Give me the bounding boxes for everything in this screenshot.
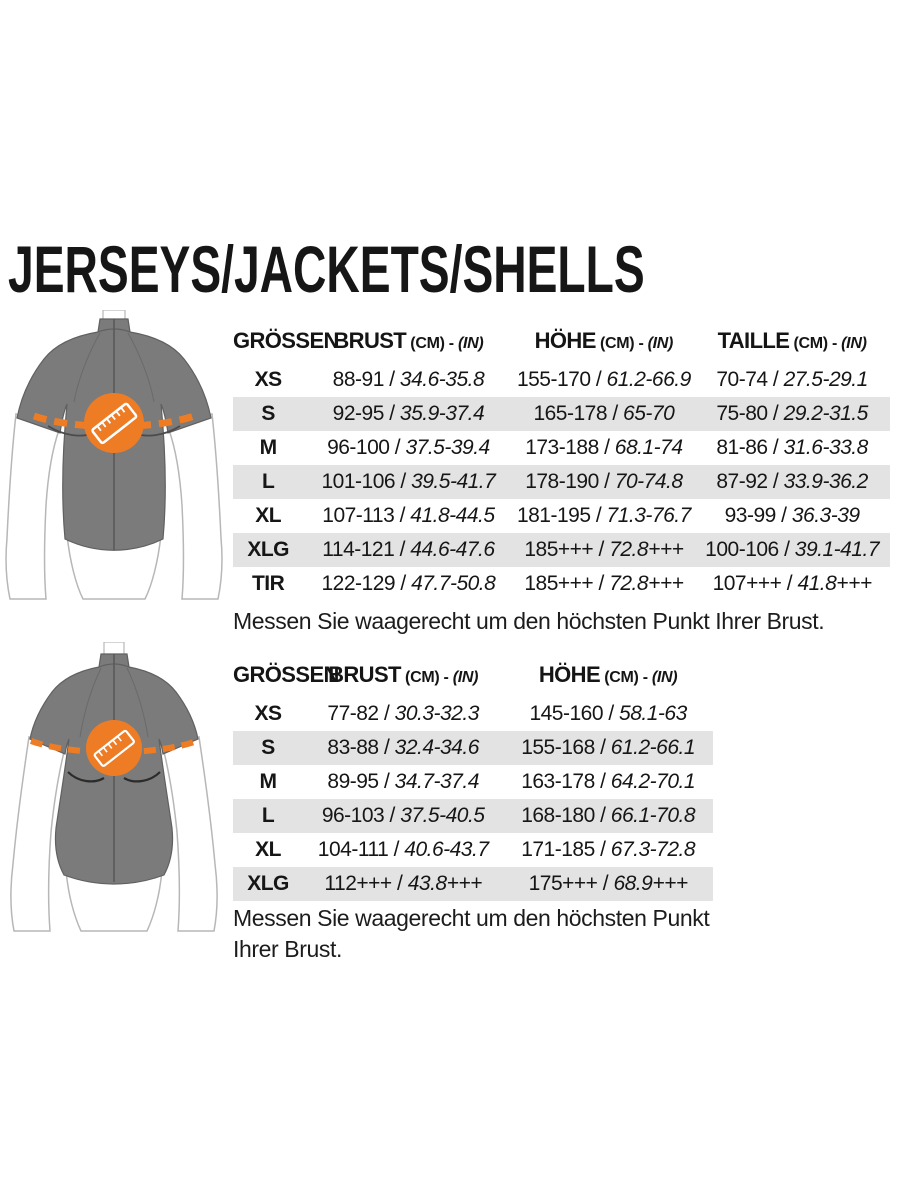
measurement-cell: 101-106 / 39.5-41.7 <box>321 470 496 493</box>
size-label: S <box>261 402 275 425</box>
measurement-cell: 114-121 / 44.6-47.6 <box>322 538 495 561</box>
size-label: XLG <box>247 538 289 561</box>
size-label: XLG <box>247 872 289 895</box>
size-label: XL <box>255 838 281 861</box>
womens-measurement-note: Messen Sie waagerecht um den höchsten Punkt Ihrer Brust. <box>233 905 710 962</box>
measurement-cell: 107-113 / 41.8-44.5 <box>322 504 495 527</box>
measurement-cell: 168-180 / 66.1-70.8 <box>521 804 696 827</box>
measurement-cell: 81-86 / 31.6-33.8 <box>716 436 868 459</box>
size-label: M <box>259 436 277 459</box>
measurement-cell: 122-129 / 47.7-50.8 <box>321 572 496 595</box>
column-header-brust: BRUST (CM) - (IN) <box>333 327 484 353</box>
size-row-xlg <box>233 533 890 567</box>
womens-table-header-row <box>233 652 713 697</box>
measurement-cell: 104-111 / 40.6-43.7 <box>317 838 489 861</box>
measurement-cell: 70-74 / 27.5-29.1 <box>716 368 868 391</box>
measure-badge <box>86 720 142 776</box>
size-row-xl <box>233 499 890 533</box>
measurement-cell: 107+++ / 41.8+++ <box>712 572 872 595</box>
measurement-cell: 75-80 / 29.2-31.5 <box>716 402 868 425</box>
measurement-cell: 112+++ / 43.8+++ <box>324 872 482 895</box>
measurement-cell: 185+++ / 72.8+++ <box>524 572 684 595</box>
size-row-xlg <box>233 867 713 901</box>
measurement-cell: 100-106 / 39.1-41.7 <box>705 538 880 561</box>
male-torso-svg <box>4 310 228 600</box>
size-row-xs <box>233 697 713 731</box>
size-row-s <box>233 397 890 431</box>
measurement-cell: 88-91 / 34.6-35.8 <box>332 368 485 391</box>
measurement-cell: 92-95 / 35.9-37.4 <box>332 402 485 425</box>
mens-table-header-row <box>233 318 890 363</box>
size-row-xl <box>233 833 713 867</box>
measurement-cell: 185+++ / 72.8+++ <box>524 538 684 561</box>
column-header-grössen: GRÖSSEN <box>233 661 339 687</box>
size-label: L <box>261 804 275 827</box>
womens-size-table <box>233 652 713 901</box>
size-label: TIR <box>251 572 285 595</box>
mens-torso-illustration <box>4 310 228 600</box>
page-title: JERSEYS/JACKETS/SHELLS <box>8 232 645 306</box>
measurement-cell: 173-188 / 68.1-74 <box>525 436 683 459</box>
size-row-s <box>233 731 713 765</box>
size-label: XS <box>254 368 282 391</box>
size-row-xs <box>233 363 890 397</box>
size-row-l <box>233 465 890 499</box>
measurement-cell: 96-100 / 37.5-39.4 <box>327 436 490 459</box>
measurement-cell: 181-195 / 71.3-76.7 <box>516 504 691 527</box>
size-label: XL <box>255 504 282 527</box>
female-torso-svg <box>4 642 228 932</box>
column-header-grössen: GRÖSSEN <box>233 327 339 353</box>
column-header-höhe: HÖHE (CM) - (IN) <box>534 327 674 353</box>
mens-size-table <box>233 318 890 601</box>
measurement-cell: 83-88 / 32.4-34.6 <box>327 736 479 759</box>
measurement-cell: 77-82 / 30.3-32.3 <box>327 702 479 725</box>
column-header-taille: TAILLE (CM) - (IN) <box>717 327 867 353</box>
womens-torso-illustration <box>4 642 228 932</box>
size-row-m <box>233 431 890 465</box>
mens-table-body <box>233 363 890 601</box>
size-row-m <box>233 765 713 799</box>
left-arm <box>6 414 59 599</box>
measurement-cell: 145-160 / 58.1-63 <box>529 702 687 725</box>
column-header-brust: BRUST (CM) - (IN) <box>328 661 479 687</box>
size-row-l <box>233 799 713 833</box>
measure-badge <box>84 393 144 453</box>
measurement-cell: 93-99 / 36.3-39 <box>724 504 860 527</box>
measurement-cell: 163-178 / 64.2-70.1 <box>521 770 696 793</box>
measurement-cell: 175+++ / 68.9+++ <box>528 872 688 895</box>
measurement-cell: 178-190 / 70-74.8 <box>525 470 683 493</box>
womens-table-body <box>233 697 713 901</box>
measurement-cell: 96-103 / 37.5-40.5 <box>321 804 485 827</box>
column-header-höhe: HÖHE (CM) - (IN) <box>538 661 678 687</box>
size-label: M <box>259 770 277 793</box>
size-label: XS <box>254 702 282 725</box>
size-row-tir <box>233 567 890 601</box>
measurement-cell: 171-185 / 67.3-72.8 <box>521 838 696 861</box>
measurement-cell: 87-92 / 33.9-36.2 <box>716 470 868 493</box>
measurement-cell: 155-168 / 61.2-66.1 <box>521 736 696 759</box>
mens-measurement-note: Messen Sie waagerecht um den höchsten Punkt Ihrer Brust. <box>233 608 825 634</box>
right-arm <box>169 414 222 599</box>
size-label: S <box>261 736 275 759</box>
measurement-cell: 165-178 / 65-70 <box>533 402 675 425</box>
size-label: L <box>261 470 275 493</box>
measurement-cell: 89-95 / 34.7-37.4 <box>327 770 479 793</box>
measurement-cell: 155-170 / 61.2-66.9 <box>516 368 691 391</box>
